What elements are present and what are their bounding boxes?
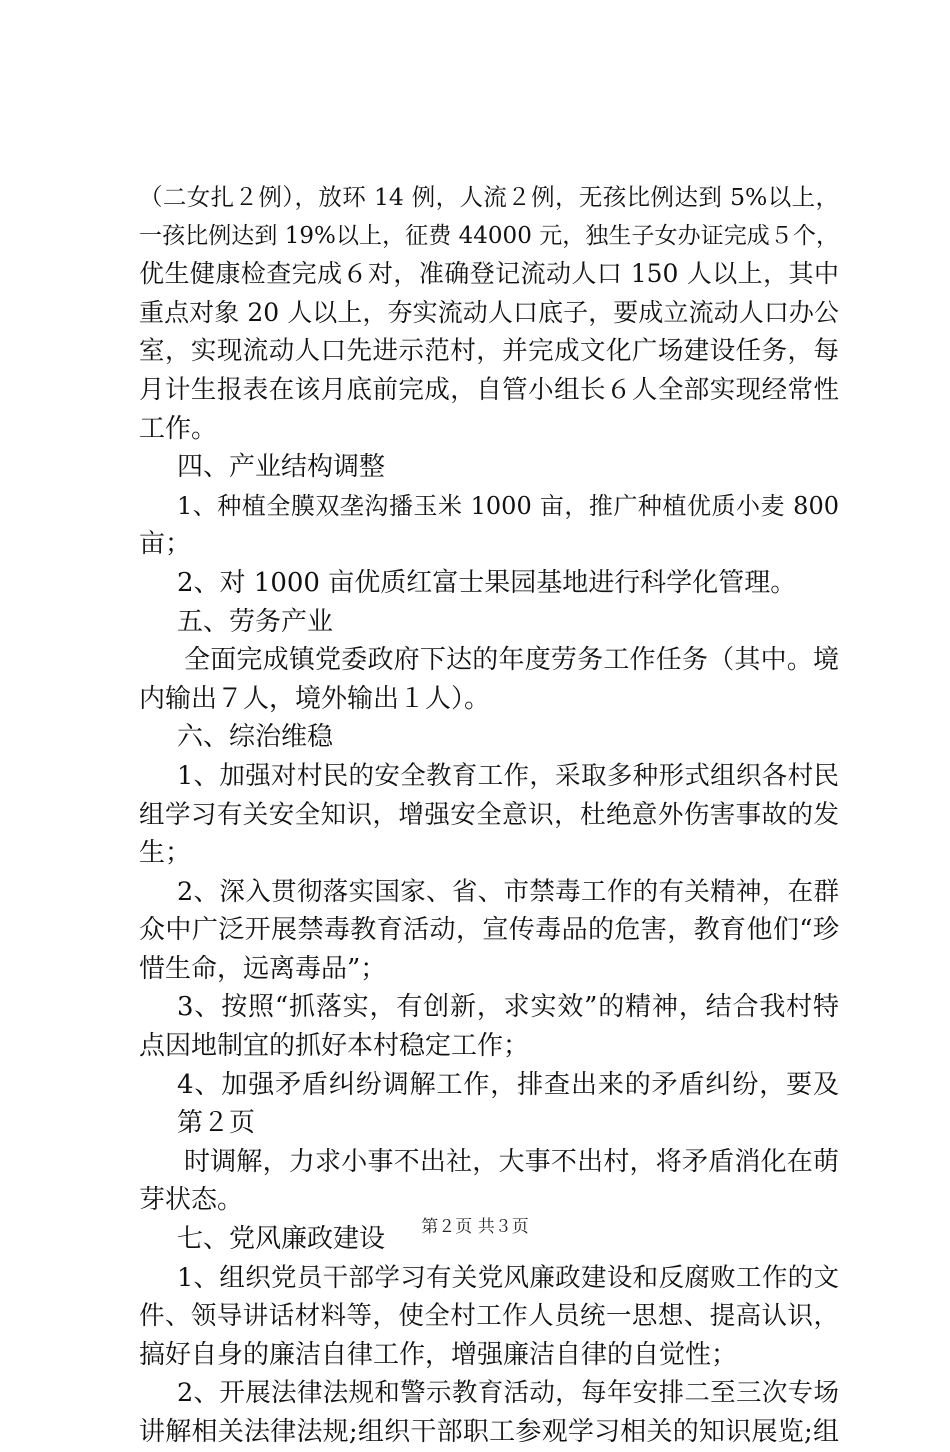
text-line: 搞好自身的廉洁自律工作，增强廉洁自律的自觉性；	[139, 1339, 738, 1370]
text-line: 内输出７人，境外输出１人）。	[139, 683, 491, 714]
text-line: 工作。	[139, 413, 218, 444]
text-line: 2、开展法律法规和警示教育活动，每年安排二至三次专场	[177, 1378, 839, 1409]
section-heading: 四、产业结构调整	[177, 452, 386, 483]
text-line: 芽状态。	[139, 1185, 244, 1216]
text-line: 重点对象 20 人以上，夯实流动人口底子，要成立流动人口办公	[139, 297, 839, 327]
text-line: 组学习有关安全知识，增强安全意识，杜绝意外伤害事故的发	[139, 799, 839, 830]
section-heading: 五、劳务产业	[177, 606, 334, 637]
text-line: 1、组织党员干部学习有关党风廉政建设和反腐败工作的文	[177, 1262, 839, 1293]
text-line: 生；	[139, 838, 192, 869]
text-line: 一孩比例达到 19%以上，征费 44000 元，独生子女办证完成５个，	[139, 222, 839, 249]
text-line: 优生健康检查完成６对，准确登记流动人口 150 人以上，其中	[139, 259, 839, 289]
text-line: 点因地制宜的抓好本村稳定工作；	[139, 1031, 530, 1062]
text-line: 室，实现流动人口先进示范村，并完成文化广场建设任务，每	[139, 336, 839, 367]
text-line: 讲解相关法律法规;组织干部职工参观学习相关的知识展览;组	[139, 1417, 839, 1447]
page-footer: 第２页 共３页	[421, 1217, 529, 1237]
section-heading: 七、党风廉政建设	[177, 1224, 386, 1255]
text-line: 3、按照“抓落实，有创新，求实效”的精神，结合我村特	[177, 992, 839, 1023]
document-body	[139, 178, 839, 1452]
text-line: 2、深入贯彻落实国家、省、市禁毒工作的有关精神，在群	[177, 876, 839, 907]
text-line: 亩；	[139, 529, 192, 560]
text-line: 件、领导讲话材料等，使全村工作人员统一思想、提高认识，	[139, 1301, 839, 1332]
text-line: （二女扎２例），放环 14 例，人流２例，无孩比例达到 5%以上，	[139, 183, 839, 211]
text-line: 2、对 1000 亩优质红富士果园基地进行科学化管理。	[177, 567, 797, 598]
text-line: 1、种植全膜双垄沟播玉米 1000 亩，推广种植优质小麦 800	[177, 491, 839, 520]
text-line: 时调解，力求小事不出社，大事不出村，将矛盾消化在萌	[184, 1146, 839, 1177]
text-line: 月计生报表在该月底前完成，自管小组长６人全部实现经常性	[139, 374, 839, 405]
text-line: 4、加强矛盾纠纷调解工作，排查出来的矛盾纠纷，要及	[177, 1069, 839, 1100]
text-line: 全面完成镇党委政府下达的年度劳务工作任务（其中。境	[184, 645, 839, 676]
text-line: 惜生命，远离毒品”；	[139, 953, 387, 984]
section-heading: 六、综治维稳	[177, 722, 334, 753]
text-line: 1、加强对村民的安全教育工作，采取多种形式组织各村民	[177, 760, 839, 791]
inline-page-marker: 第２页	[177, 1108, 256, 1139]
text-line: 众中广泛开展禁毒教育活动，宣传毒品的危害，教育他们“珍	[139, 915, 839, 946]
